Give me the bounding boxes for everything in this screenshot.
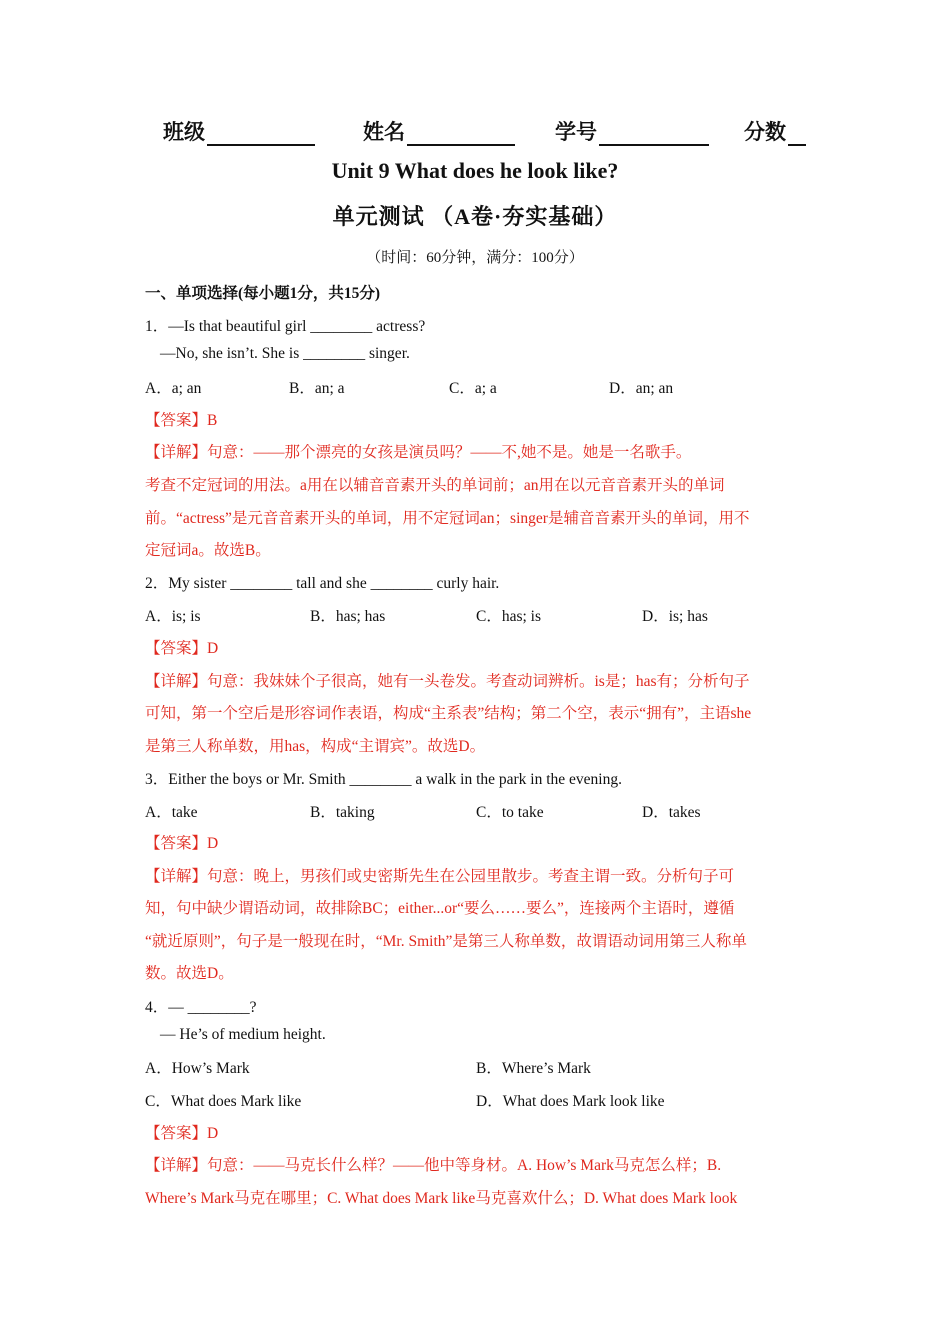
question-4-option-d[interactable]: D．What does Mark look like: [476, 1093, 665, 1110]
question-2-explain-line: 【详解】句意：我妹妹个子很高，她有一头卷发。考查动词辨析。is是；has有；分析句子: [145, 673, 750, 690]
student-info-row: [0, 116, 950, 146]
question-1-option-b[interactable]: B．an; a: [289, 380, 345, 397]
time-info: （时间：60分钟，满分：100分）: [366, 250, 584, 266]
number-field: [555, 116, 709, 146]
question-4-stem-reply: — He’s of medium height.: [160, 1026, 326, 1043]
class-label: 班级: [163, 120, 205, 144]
question-2-option-c[interactable]: C．has; is: [476, 608, 542, 625]
score-field: [744, 116, 806, 146]
question-4-answer: 【答案】D: [145, 1125, 219, 1142]
question-3-explain-line: 知，句中缺少谓语动词，故排除BC；either...or“要么……要么”，连接两个主语时，遵循: [145, 900, 735, 917]
question-1-stem: 1．—Is that beautiful girl ________ actress?: [145, 318, 426, 335]
question-3-option-b[interactable]: B．taking: [310, 804, 375, 821]
question-1-explain-line: 前。“actress”是元音音素开头的单词，用不定冠词an；singer是辅音音素开头的单词，用不: [145, 510, 750, 527]
question-3-option-d[interactable]: D．takes: [642, 804, 701, 821]
question-1-answer: 【答案】B: [145, 412, 218, 429]
question-3-option-a[interactable]: A．take: [145, 804, 198, 821]
question-3-explain-line: 数。故选D。: [145, 965, 234, 982]
question-2-explain-line: 可知，第一个空后是形容词作表语，构成“主系表”结构；第二个空，表示“拥有”，主语she: [145, 705, 752, 722]
number-blank[interactable]: [599, 122, 709, 146]
question-2-stem: 2．My sister ________ tall and she ________ curly hair.: [145, 575, 500, 592]
name-field: [363, 116, 515, 146]
question-3-explain-line: 【详解】句意：晚上，男孩们或史密斯先生在公园里散步。考查主谓一致。分析句子可: [145, 868, 735, 885]
question-1-option-d[interactable]: D．an; an: [609, 380, 674, 397]
question-1-stem-reply: —No, she isn’t. She is ________ singer.: [160, 345, 410, 362]
score-blank[interactable]: [788, 122, 806, 146]
question-4-explain-line: Where’s Mark马克在哪里；C. What does Mark like马克喜欢什么；D. What does Mark look: [145, 1190, 738, 1207]
question-4-explain-line: 【详解】句意：——马克长什么样？——他中等身材。A. How’s Mark马克怎么样；B.: [145, 1157, 722, 1174]
question-2-explain-line: 是第三人称单数，用has，构成“主谓宾”。故选D。: [145, 738, 486, 755]
question-1-explain-line: 【详解】句意：——那个漂亮的女孩是演员吗？——不,她不是。她是一名歌手。: [145, 444, 692, 461]
question-4-stem: 4．— ________?: [145, 999, 257, 1016]
question-1-explain-line: 考查不定冠词的用法。a用在以辅音音素开头的单词前；an用在以元音音素开头的单词: [145, 477, 725, 494]
question-3-explain-line: “就近原则”，句子是一般现在时，“Mr. Smith”是第三人称单数，故谓语动词用第三人称单: [145, 933, 747, 950]
name-blank[interactable]: [407, 122, 515, 146]
question-4-option-b[interactable]: B．Where’s Mark: [476, 1060, 591, 1077]
question-2-option-a[interactable]: A．is; is: [145, 608, 201, 625]
question-1-option-a[interactable]: A．a; an: [145, 380, 202, 397]
question-3-option-c[interactable]: C．to take: [476, 804, 544, 821]
page-title: Unit 9 What does he look like?: [331, 158, 619, 183]
question-1-explain-line: 定冠词a。故选B。: [145, 542, 271, 559]
class-field: [163, 116, 315, 146]
question-2-option-b[interactable]: B．has; has: [310, 608, 386, 625]
question-3-answer: 【答案】D: [145, 835, 219, 852]
question-2-option-d[interactable]: D．is; has: [642, 608, 708, 625]
page-subtitle: 单元测试 （A卷·夯实基础）: [332, 204, 618, 229]
question-4-option-a[interactable]: A．How’s Mark: [145, 1060, 250, 1077]
question-3-stem: 3．Either the boys or Mr. Smith ________ a walk in the park in the evening.: [145, 771, 622, 788]
question-1-option-c[interactable]: C．a; a: [449, 380, 497, 397]
class-blank[interactable]: [207, 122, 315, 146]
name-label: 姓名: [363, 120, 405, 144]
number-label: 学号: [555, 120, 597, 144]
section-title: 一、单项选择(每小题1分，共15分): [145, 285, 381, 302]
question-2-answer: 【答案】D: [145, 640, 219, 657]
question-4-option-c[interactable]: C．What does Mark like: [145, 1093, 302, 1110]
score-label: 分数: [744, 120, 786, 144]
